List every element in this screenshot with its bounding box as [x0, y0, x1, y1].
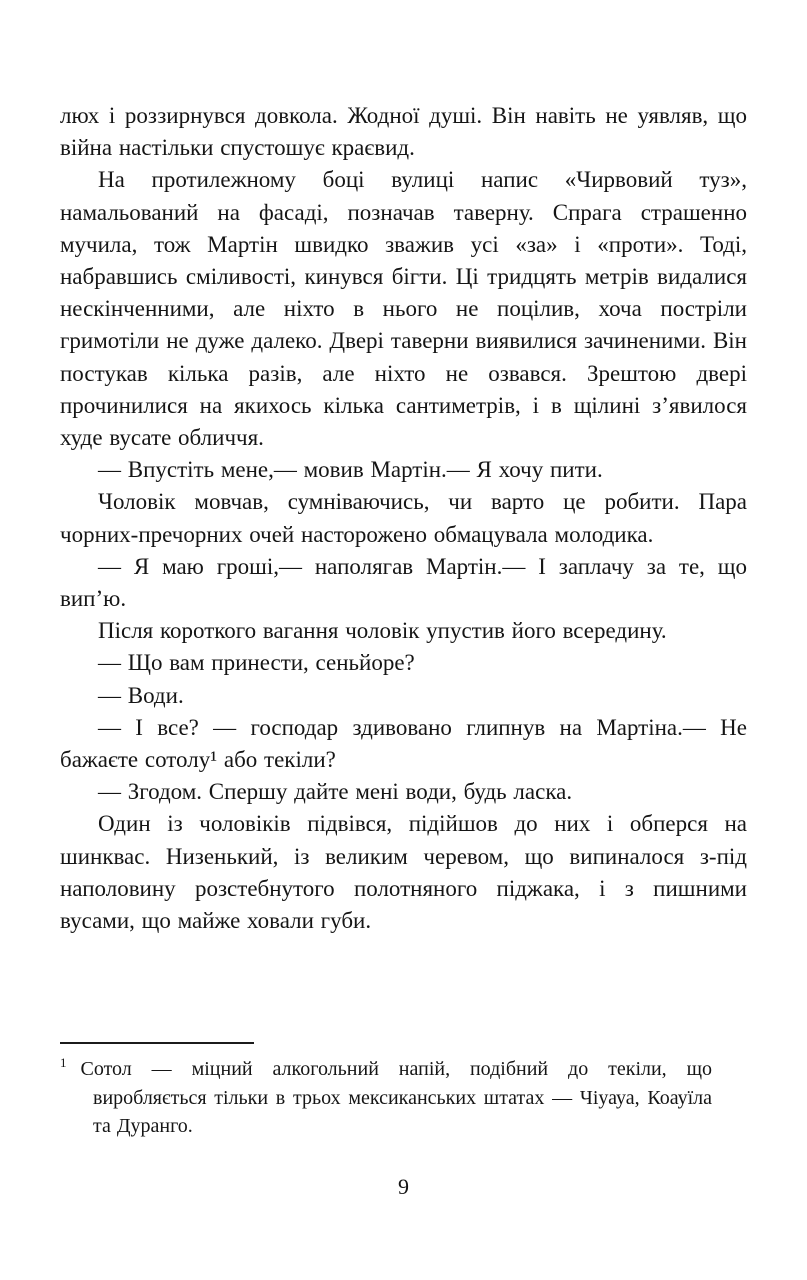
- dialog-line: — Що вам принести, сеньйоре?: [98, 650, 415, 676]
- paragraph: Після короткого вагання чоловік упустив його всередину.: [98, 618, 667, 644]
- dialog-line: — Я маю гроші,— наполягав Мартін.— І заплачу за те, що вип’ю.: [60, 553, 747, 612]
- dialog-line: — Згодом. Спершу дайте мені води, будь ласка.: [98, 779, 573, 805]
- paragraph: Чоловік мовчав, сумніваючись, чи варто це робити. Пара чорних-пречорних очей насторожено обмацувала молодика.: [60, 489, 747, 547]
- footnote: [60, 1042, 712, 1141]
- footnote-body: Сотол — міцний алкогольний напій, подібний до текіли, що виробляється тільки в трьох мексиканських штатах — Чіуауа, Коауїла та Дуранго.: [80, 1058, 712, 1137]
- dialog-line: — І все? — господар здивовано глипнув на Мартіна.— Не бажаєте сотолу¹ або текіли?: [60, 714, 747, 773]
- paragraph: Один із чоловіків підвівся, підійшов до них і обперся на шинквас. Низенький, із великим черевом, що випиналося з-під наполовину розстебнутого полотняного піджака, і з пишними вусами, що майже ховали губи.: [60, 811, 747, 934]
- page-body: [60, 100, 747, 937]
- footnote-marker: 1: [60, 1055, 67, 1071]
- paragraph: На протилежному боці вулиці напис «Чирвовий туз», намальований на фасаді, позначав таверну. Спрага страшенно мучила, тож Мартін швидко зважив усі «за» і «проти». Тоді, набравшись сміливості, кинувся бігти. Ці тридцять метрів видалися нескінченними, але ніхто в нього не поцілив, хоча постріли гримотіли не дуже далеко. Двері таверни виявилися зачиненими. Він постукав кілька разів, але ніхто не озвався. Зрештою двері прочинилися на якихось кілька сантиметрів, і в щілині з’явилося худе вусате обличчя.: [60, 167, 747, 451]
- page-number: 9: [398, 1174, 409, 1199]
- footnote-text: [60, 1055, 712, 1141]
- footnote-divider: [60, 1042, 254, 1044]
- dialog-line: — Води.: [98, 682, 184, 708]
- dialog-line: — Впустіть мене,— мовив Мартін.— Я хочу пити.: [98, 457, 603, 483]
- paragraph: люх і роззирнувся довкола. Жодної душі. Він навіть не уявляв, що війна настільки спустошує краєвид.: [60, 103, 747, 161]
